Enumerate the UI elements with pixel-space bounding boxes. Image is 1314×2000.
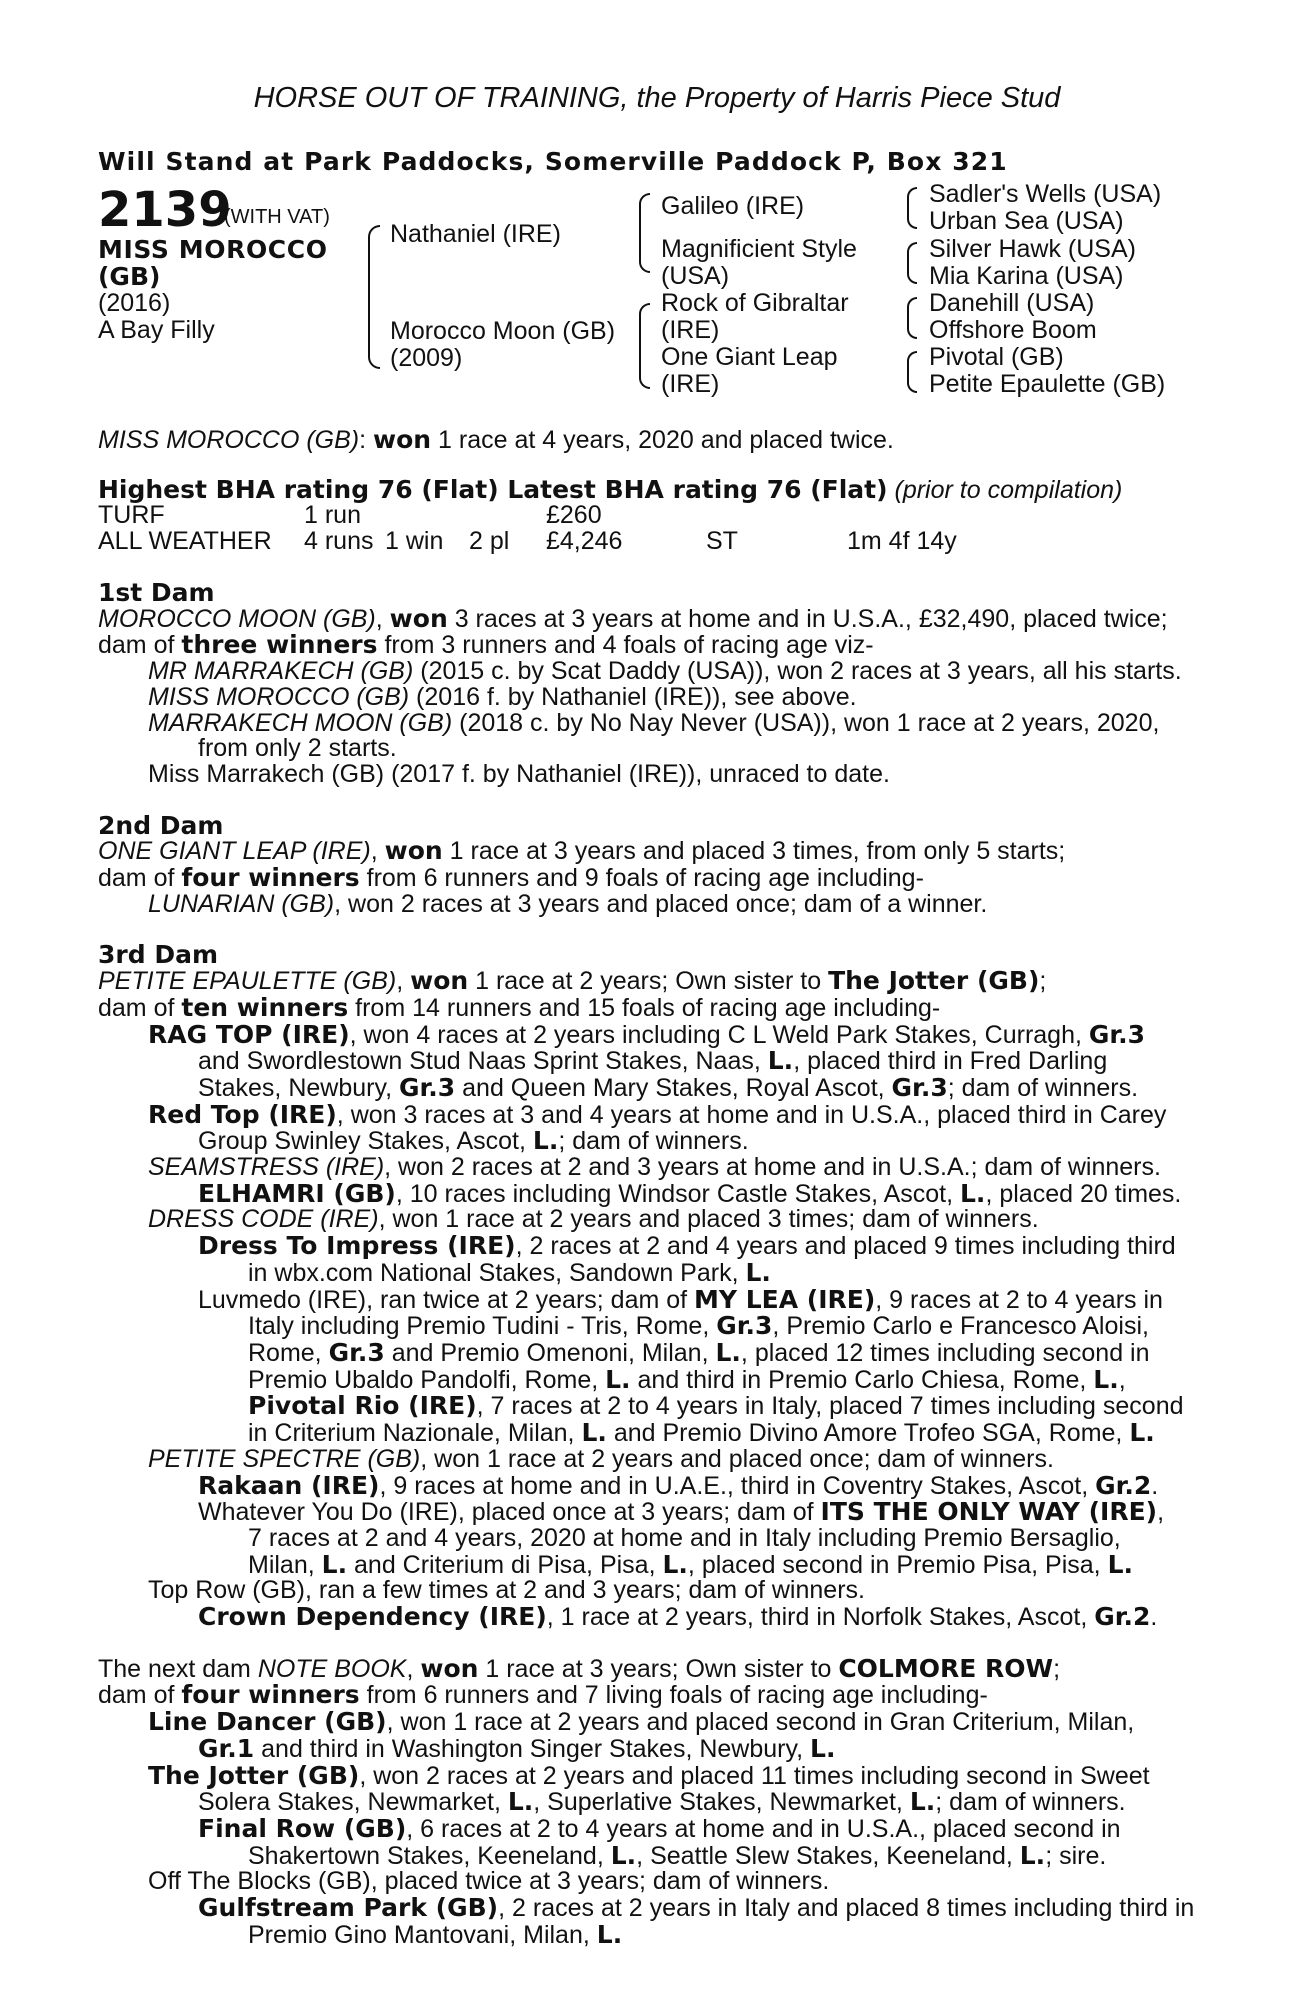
- produce: from only 2 starts.: [198, 734, 397, 763]
- pedigree-ssd: Urban Sea (USA): [929, 207, 1124, 235]
- produce: SEAMSTRESS (IRE), won 2 races at 2 and 3 years at home and in U.S.A.; dam of winners.: [148, 1153, 1161, 1182]
- produce: Dress To Impress (IRE), 2 races at 2 and 4 years and placed 9 times including third: [198, 1231, 1176, 1261]
- horse-description: A Bay Filly: [98, 316, 215, 344]
- dam2-line: dam of four winners from 6 runners and 9 foals of racing age including-: [98, 863, 924, 893]
- pedigree-sire-sire: Galileo (IRE): [661, 192, 805, 220]
- produce: Luvmedo (IRE), ran twice at 2 years; dam of MY LEA (IRE), 9 races at 2 to 4 years in: [198, 1284, 1163, 1314]
- pedigree-sire-dam: Magnificient Style: [661, 235, 857, 263]
- aw-prize: £4,246: [546, 527, 623, 555]
- pedigree-dss: Danehill (USA): [929, 289, 1095, 317]
- produce: The Jotter (GB), won 2 races at 2 years and placed 11 times including second in Sweet: [148, 1760, 1150, 1790]
- ratings-text: Highest BHA rating 76 (Flat) Latest BHA rating 76 (Flat): [98, 475, 888, 504]
- horse-name: MISS MOROCCO: [98, 235, 328, 264]
- pedigree-dsd: Offshore Boom: [929, 316, 1097, 344]
- pedigree-dam-dam: One Giant Leap: [661, 343, 838, 371]
- pedigree-dam-sire-country: (IRE): [661, 316, 720, 344]
- stand-location: Will Stand at Park Paddocks, Somerville Paddock P, Box 321: [98, 147, 1008, 176]
- bracket-sd: [907, 242, 917, 284]
- produce: MR MARRAKECH (GB) (2015 c. by Scat Daddy (USA)), won 2 races at 3 years, all his starts.: [148, 657, 1182, 686]
- turf-prize: £260: [546, 501, 602, 529]
- horse-country: (GB): [98, 262, 161, 291]
- next-dam-line: The next dam NOTE BOOK, won 1 race at 3 years; Own sister to COLMORE ROW;: [98, 1653, 1061, 1683]
- bracket-sire-dam: [368, 225, 380, 369]
- pedigree-sdd: Mia Karina (USA): [929, 262, 1124, 290]
- produce: MISS MOROCCO (GB) (2016 f. by Nathaniel (IRE)), see above.: [148, 682, 857, 711]
- aw-wins: 1 win: [385, 527, 444, 555]
- family-notes: [98, 580, 1208, 1948]
- produce: Gulfstream Park (GB), 2 races at 2 years in Italy and placed 8 times including third in: [198, 1893, 1195, 1923]
- aw-placed: 2 pl: [469, 527, 510, 555]
- pedigree-dam-year: (2009): [390, 344, 463, 372]
- produce: Italy including Premio Tudini - Tris, Rome, Gr.3, Premio Carlo e Francesco Aloisi,: [248, 1311, 1149, 1341]
- aw-label: ALL WEATHER: [98, 527, 272, 555]
- pedigree-dam-dam-country: (IRE): [661, 370, 720, 398]
- pedigree-sss: Sadler's Wells (USA): [929, 180, 1162, 208]
- produce: Premio Ubaldo Pandolfi, Rome, L. and third in Premio Carlo Chiesa, Rome, L.,: [248, 1364, 1126, 1394]
- aw-going: ST: [706, 527, 738, 555]
- dam1-heading: 1st Dam: [98, 578, 215, 607]
- produce: Miss Marrakech (GB) (2017 f. by Nathaniel (IRE)), unraced to date.: [148, 759, 890, 788]
- produce: Group Swinley Stakes, Ascot, L.; dam of winners.: [198, 1126, 749, 1156]
- bracket-ds: [907, 297, 917, 339]
- produce: Red Top (IRE), won 3 races at 3 and 4 years at home and in U.S.A., placed third in Carey: [148, 1099, 1167, 1129]
- ratings-note: (prior to compilation): [894, 476, 1123, 504]
- turf-label: TURF: [98, 501, 165, 529]
- page-header: HORSE OUT OF TRAINING, the Property of Harris Piece Stud: [253, 82, 1061, 114]
- pedigree-sds: Silver Hawk (USA): [929, 235, 1136, 263]
- summary-won: won: [373, 425, 432, 454]
- turf-runs: 1 run: [304, 501, 361, 529]
- produce: in Criterium Nazionale, Milan, L. and Premio Divino Amore Trofeo SGA, Rome, L.: [248, 1418, 1155, 1448]
- produce: Milan, L. and Criterium di Pisa, Pisa, L., placed second in Premio Pisa, Pisa, L.: [248, 1549, 1134, 1579]
- aw-runs: 4 runs: [304, 527, 374, 555]
- pedigree-ddd: Petite Epaulette (GB): [929, 370, 1166, 398]
- produce: Gr.1 and third in Washington Singer Stakes, Newbury, L.: [198, 1733, 836, 1763]
- summary-rest: 1 race at 4 years, 2020 and placed twice.: [431, 426, 894, 454]
- produce: in wbx.com National Stakes, Sandown Park, L.: [248, 1257, 771, 1287]
- produce: Rakaan (IRE), 9 races at home and in U.A.E., third in Coventry Stakes, Ascot, Gr.2.: [198, 1470, 1159, 1500]
- produce: Crown Dependency (IRE), 1 race at 2 years, third in Norfolk Stakes, Ascot, Gr.2.: [198, 1602, 1158, 1632]
- produce: PETITE SPECTRE (GB), won 1 race at 2 years and placed once; dam of winners.: [148, 1444, 1054, 1473]
- bracket-dd: [907, 351, 917, 393]
- lot-number: 2139: [98, 182, 232, 238]
- produce: Stakes, Newbury, Gr.3 and Queen Mary Stakes, Royal Ascot, Gr.3; dam of winners.: [198, 1072, 1139, 1102]
- produce: Solera Stakes, Newmarket, L., Superlative Stakes, Newmarket, L.; dam of winners.: [198, 1787, 1126, 1817]
- bha-ratings: [98, 477, 1122, 504]
- produce: MARRAKECH MOON (GB) (2018 c. by No Nay Never (USA)), won 1 race at 2 years, 2020,: [148, 708, 1160, 737]
- produce: ELHAMRI (GB), 10 races including Windsor Castle Stakes, Ascot, L., placed 20 times.: [198, 1178, 1182, 1208]
- dam3-heading: 3rd Dam: [98, 940, 218, 970]
- produce: Premio Gino Mantovani, Milan, L.: [248, 1919, 623, 1949]
- produce: Off The Blocks (GB), placed twice at 3 years; dam of winners.: [148, 1867, 830, 1896]
- pedigree-dam-sire: Rock of Gibraltar: [661, 289, 849, 317]
- produce: Whatever You Do (IRE), placed once at 3 years; dam of ITS THE ONLY WAY (IRE),: [198, 1497, 1165, 1527]
- horse-year: (2016): [98, 289, 171, 317]
- dam3-line: dam of ten winners from 14 runners and 15 foals of racing age including-: [98, 992, 941, 1022]
- produce: 7 races at 2 and 4 years, 2020 at home and in Italy including Premio Bersaglio,: [248, 1523, 1121, 1552]
- summary-name: MISS MOROCCO (GB): [98, 426, 360, 454]
- bracket-sire: [639, 193, 650, 273]
- aw-distance: 1m 4f 14y: [847, 527, 957, 555]
- produce: DRESS CODE (IRE), won 1 race at 2 years and placed 3 times; dam of winners.: [148, 1205, 1039, 1234]
- produce: RAG TOP (IRE), won 4 races at 2 years including C L Weld Park Stakes, Curragh, Gr.3: [148, 1019, 1146, 1049]
- pedigree-dds: Pivotal (GB): [929, 343, 1064, 371]
- dam1-line: MOROCCO MOON (GB), won 3 races at 3 years at home and in U.S.A., £32,490, placed twice;: [98, 603, 1168, 633]
- produce: Shakertown Stakes, Keeneland, L., Seattle Slew Stakes, Keeneland, L.; sire.: [248, 1840, 1107, 1870]
- vat-note: (WITH VAT): [224, 206, 330, 228]
- produce: LUNARIAN (GB), won 2 races at 3 years and placed once; dam of a winner.: [148, 889, 988, 918]
- pedigree-sire-dam-country: (USA): [661, 262, 730, 290]
- produce: Pivotal Rio (IRE), 7 races at 2 to 4 years in Italy, placed 7 times including second: [248, 1391, 1184, 1421]
- produce: Final Row (GB), 6 races at 2 to 4 years at home and in U.S.A., placed second in: [198, 1813, 1121, 1843]
- dam2-line: ONE GIANT LEAP (IRE), won 1 race at 3 years and placed 3 times, from only 5 starts;: [98, 836, 1066, 866]
- produce: Line Dancer (GB), won 1 race at 2 years and placed second in Gran Criterium, Milan,: [148, 1707, 1135, 1737]
- produce: Top Row (GB), ran a few times at 2 and 3 years; dam of winners.: [148, 1576, 865, 1605]
- produce: Rome, Gr.3 and Premio Omenoni, Milan, L., placed 12 times including second in: [248, 1337, 1150, 1367]
- next-dam-line: dam of four winners from 6 runners and 7 living foals of racing age including-: [98, 1680, 988, 1710]
- bracket-ss: [907, 187, 917, 229]
- bracket-dam: [639, 303, 650, 389]
- produce: and Swordlestown Stud Naas Sprint Stakes, Naas, L., placed third in Fred Darling: [198, 1046, 1108, 1076]
- dam2-heading: 2nd Dam: [98, 810, 224, 840]
- pedigree-dam: Morocco Moon (GB): [390, 317, 616, 345]
- dam3-line: PETITE EPAULETTE (GB), won 1 race at 2 years; Own sister to The Jotter (GB);: [98, 966, 1047, 996]
- race-summary: MISS MOROCCO (GB): won 1 race at 4 years, 2020 and placed twice.: [98, 425, 894, 454]
- pedigree-sire: Nathaniel (IRE): [390, 220, 561, 248]
- dam1-line: dam of three winners from 3 runners and 4 foals of racing age viz-: [98, 630, 874, 660]
